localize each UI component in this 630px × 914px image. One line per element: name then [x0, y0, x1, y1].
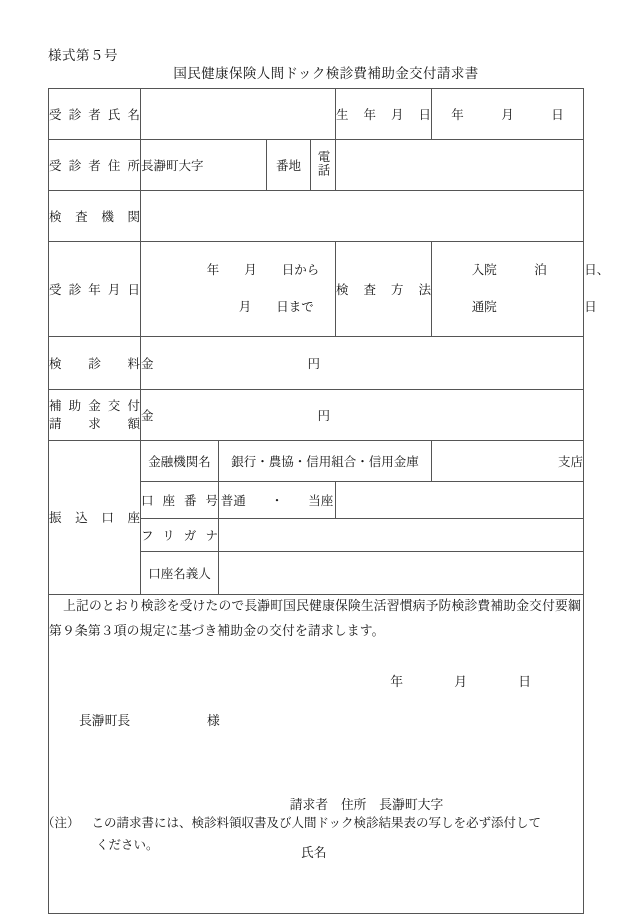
label-bank-branch[interactable]: 支店 — [432, 440, 584, 481]
claim-form-table — [48, 88, 610, 914]
exam-fee-currency-prefix: 金 — [141, 355, 154, 371]
label-patient-name: 受診者氏名 — [49, 89, 141, 140]
claimant-name-line[interactable]: 氏名 — [301, 845, 327, 861]
field-phone[interactable] — [336, 140, 584, 191]
table-row-statement — [49, 594, 584, 913]
field-claim-amount[interactable] — [141, 389, 584, 440]
table-row-claim-amount — [49, 389, 584, 440]
exam-method-line-1: 入院 泊 日、 — [471, 261, 610, 277]
label-phone: 電話 — [311, 140, 336, 191]
statement-block — [49, 594, 584, 913]
table-row-institution — [49, 191, 584, 242]
label-claim-amount: 補助金交付 請求額 — [49, 389, 141, 440]
table-row-exam-fee — [49, 336, 584, 389]
statement-date-line[interactable]: 年 月 日 — [390, 674, 532, 690]
claimant-address-line[interactable]: 請求者 住所 長瀞町大字 — [289, 798, 444, 814]
field-bank-institution-types[interactable]: 銀行・農協・信用組合・信用金庫 — [219, 440, 432, 481]
statement-paragraph: 上記のとおり検診を受けたので長瀞町国民健康保険生活習慣病予防検診費補助金交付要綱第９条第３項の規定に基づき補助金の交付を請求します。 — [49, 598, 581, 639]
claim-amount-unit: 円 — [317, 407, 331, 423]
label-exam-fee: 検診料 — [49, 336, 141, 389]
statement-addressee: 長瀞町長 様 — [79, 713, 220, 729]
footnote-mark: （注） — [42, 815, 80, 830]
field-account-holder[interactable] — [219, 551, 584, 594]
label-furigana: フリガナ — [141, 518, 219, 551]
table-row-patient-address — [49, 140, 584, 191]
label-bank-institution-name: 金融機関名 — [141, 440, 219, 481]
field-furigana[interactable] — [219, 518, 584, 551]
field-address-prefix[interactable]: 長瀞町大字 — [141, 140, 267, 191]
label-institution: 検査機関 — [49, 191, 141, 242]
document-title: 国民健康保険人間ドック検診費補助金交付請求書 — [173, 66, 479, 82]
footnote-text: この請求書には、検診料領収書及び人間ドック検診結果表の写しを必ず添付して — [91, 815, 542, 830]
exam-date-line-2: 月 日まで — [238, 299, 314, 315]
label-patient-address: 受診者住所 — [49, 140, 141, 191]
table-row-exam-date — [49, 242, 584, 337]
field-patient-name[interactable] — [141, 89, 336, 140]
table-row-bank-institution — [49, 440, 584, 481]
footnote — [42, 812, 592, 856]
label-account-number: 口座番号 — [141, 481, 219, 518]
footnote-continuation: ください。 — [96, 836, 159, 852]
form-number: 様式第５号 — [48, 48, 118, 64]
field-institution[interactable] — [141, 191, 584, 242]
table-row-patient-name — [49, 89, 584, 140]
label-birth-date: 生年月日 — [336, 89, 432, 140]
field-exam-method[interactable] — [432, 242, 610, 337]
exam-method-line-2: 通院 日 — [471, 299, 597, 315]
label-exam-date: 受診年月日 — [49, 242, 141, 337]
field-birth-date[interactable]: 年 月 日 — [432, 89, 584, 140]
field-account-number[interactable] — [336, 481, 584, 518]
label-banchi: 番地 — [267, 140, 311, 191]
exam-date-line-1: 年 月 日から — [206, 261, 320, 277]
field-account-type[interactable]: 普通 ・ 当座 — [219, 481, 336, 518]
label-bank-account: 振込口座 — [49, 440, 141, 594]
exam-fee-unit: 円 — [307, 355, 321, 371]
label-account-holder: 口座名義人 — [141, 551, 219, 594]
field-exam-fee[interactable] — [141, 336, 584, 389]
label-exam-method: 検査方法 — [336, 242, 432, 337]
claim-amount-currency-prefix: 金 — [141, 407, 154, 423]
field-exam-date[interactable] — [141, 242, 336, 337]
